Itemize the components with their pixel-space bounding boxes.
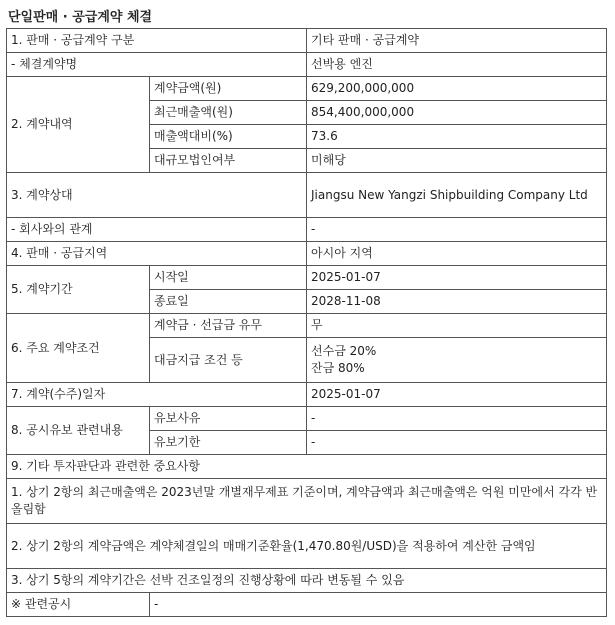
contract-period-label: 5. 계약기간 [7,266,150,314]
table-row [7,524,607,569]
note-item: 3. 상기 5항의 계약기간은 선박 건조일정의 진행상황에 따라 변동될 수 있음 [7,569,607,593]
contract-amount-value: 629,200,000,000 [307,77,607,101]
related-disclosure-value: - [150,593,607,617]
deferral-period-value: - [307,431,607,455]
disclosure-table [6,28,607,617]
contract-type-label: 1. 판매 · 공급계약 구분 [7,29,307,53]
table-row [7,173,607,218]
deferral-reason-label: 유보사유 [150,407,307,431]
deposit-label: 계약금 · 선급금 유무 [150,314,307,338]
contract-name-label: - 체결계약명 [7,53,307,77]
supply-region-label: 4. 판매 · 공급지역 [7,242,307,266]
table-row [7,266,607,290]
payment-terms-value [307,338,607,383]
table-row [7,593,607,617]
other-matters-label: 9. 기타 투자판단과 관련한 중요사항 [7,455,607,479]
table-row [7,407,607,431]
counterparty-label: 3. 계약상대 [7,173,307,218]
table-row [7,383,607,407]
deposit-value: 무 [307,314,607,338]
relationship-label: - 회사와의 관계 [7,218,307,242]
contract-details-label: 2. 계약내역 [7,77,150,173]
deferral-label: 8. 공시유보 관련내용 [7,407,150,455]
sales-ratio-label: 매출액대비(%) [150,125,307,149]
contract-amount-label: 계약금액(원) [150,77,307,101]
start-date-value: 2025-01-07 [307,266,607,290]
contract-date-value: 2025-01-07 [307,383,607,407]
table-row [7,479,607,524]
contract-date-label: 7. 계약(수주)일자 [7,383,307,407]
table-row [7,314,607,338]
sales-ratio-value: 73.6 [307,125,607,149]
payment-terms-line: 잔금 80% [311,361,365,375]
large-corp-value: 미해당 [307,149,607,173]
end-date-value: 2028-11-08 [307,290,607,314]
table-row [7,218,607,242]
related-disclosure-label: ※ 관련공시 [7,593,150,617]
end-date-label: 종료일 [150,290,307,314]
table-row [7,29,607,53]
table-row [7,77,607,101]
key-terms-label: 6. 주요 계약조건 [7,314,150,383]
table-row [7,53,607,77]
recent-sales-label: 최근매출액(원) [150,101,307,125]
note-item: 1. 상기 2항의 최근매출액은 2023년말 개별재무제표 기준이며, 계약금액과 최근매출액은 억원 미만에서 각각 반올림함 [7,479,607,524]
start-date-label: 시작일 [150,266,307,290]
table-row [7,569,607,593]
deferral-period-label: 유보기한 [150,431,307,455]
payment-terms-line: 선수금 20% [311,344,377,358]
table-row [7,242,607,266]
large-corp-label: 대규모법인여부 [150,149,307,173]
contract-type-value: 기타 판매 · 공급계약 [307,29,607,53]
table-row [7,455,607,479]
deferral-reason-value: - [307,407,607,431]
note-item: 2. 상기 2항의 계약금액은 계약체결일의 매매기준환율(1,470.80원/USD)을 적용하여 계산한 금액임 [7,524,607,569]
counterparty-value: Jiangsu New Yangzi Shipbuilding Company Ltd [307,173,607,218]
relationship-value: - [307,218,607,242]
contract-name-value: 선박용 엔진 [307,53,607,77]
supply-region-value: 아시아 지역 [307,242,607,266]
payment-terms-label: 대금지급 조건 등 [150,338,307,383]
recent-sales-value: 854,400,000,000 [307,101,607,125]
page-title: 단일판매 · 공급계약 체결 [8,10,153,25]
